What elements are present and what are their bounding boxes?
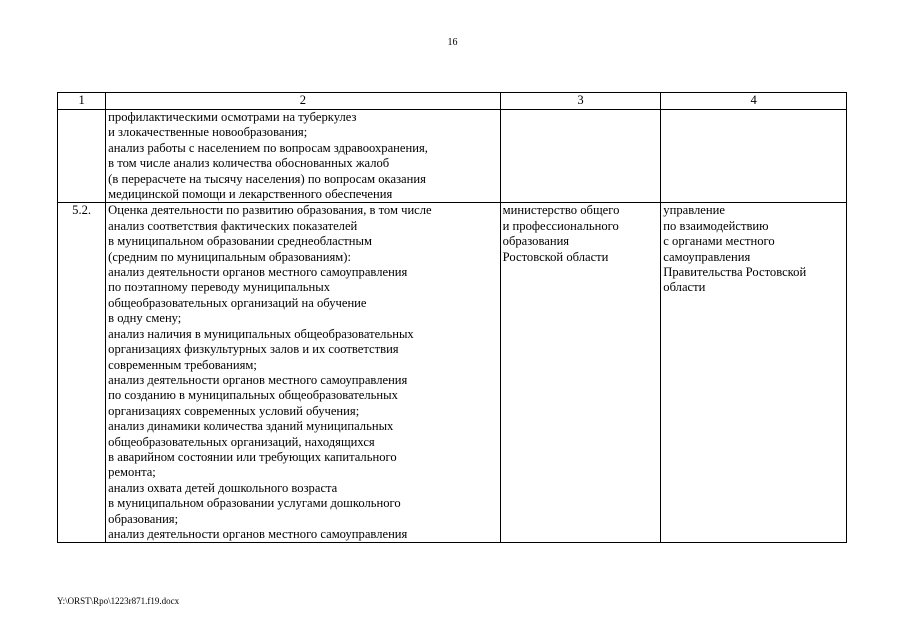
row-number-cell: 5.2.: [58, 203, 106, 543]
text-line: медицинской помощи и лекарственного обеспечения: [108, 187, 393, 202]
text-line: в том числе анализ количества обоснованных жалоб: [108, 156, 390, 171]
table-row-continuation: [58, 110, 847, 203]
text-line: по поэтапному переводу муниципальных: [108, 280, 331, 295]
text-line: организациях современных условий обучения;: [108, 403, 360, 418]
text-line: общеобразовательных организаций, находящихся: [108, 434, 375, 449]
column-header-4: 4: [661, 93, 847, 110]
column-header-2: 2: [106, 93, 501, 110]
row-number-cell: [58, 110, 106, 203]
text-line: анализ охвата детей дошкольного возраста: [108, 480, 338, 495]
table-row-5-2: [58, 203, 847, 543]
text-line: самоуправления: [663, 249, 751, 264]
text-line: Правительства Ростовской: [663, 265, 807, 280]
text-line: анализ динамики количества зданий муниципальных: [108, 419, 394, 434]
text-line: анализ работы с населением по вопросам здравоохранения,: [108, 140, 428, 155]
description-cell: [106, 110, 501, 203]
coordinating-body-cell: [661, 203, 847, 543]
table-header-row: [58, 93, 847, 110]
responsible-body-cell: [500, 203, 661, 543]
text-line: в муниципальном образовании услугами дошкольного: [108, 496, 401, 511]
text-line: области: [663, 280, 706, 295]
text-line: анализ соответствия фактических показателей: [108, 218, 358, 233]
text-line: в одну смену;: [108, 311, 182, 326]
text-line: и профессионального: [502, 218, 619, 233]
text-line: (в перерасчете на тысячу населения) по вопросам оказания: [108, 171, 426, 186]
text-line: (средним по муниципальным образованиям):: [108, 249, 351, 264]
responsible-body-cell: [500, 110, 661, 203]
text-line: управление: [663, 203, 725, 218]
text-line: по созданию в муниципальных общеобразовательных: [108, 388, 398, 403]
text-line: ремонта;: [108, 465, 156, 480]
text-line: образования: [502, 234, 570, 249]
text-line: анализ деятельности органов местного самоуправления: [108, 372, 408, 387]
page-number: 16: [447, 37, 458, 48]
text-line: общеобразовательных организаций на обучение: [108, 295, 367, 310]
text-line: Оценка деятельности по развитию образования, в том числе: [108, 203, 432, 218]
coordinating-body-cell: [661, 110, 847, 203]
text-line: с органами местного: [663, 234, 775, 249]
text-line: профилактическими осмотрами на туберкулез: [108, 110, 357, 124]
text-line: и злокачественные новообразования;: [108, 125, 308, 140]
text-line: в муниципальном образовании среднеобластным: [108, 234, 372, 249]
text-line: анализ наличия в муниципальных общеобразовательных: [108, 326, 414, 341]
description-cell: [106, 203, 501, 543]
document-table: [57, 92, 847, 543]
column-header-1: 1: [58, 93, 106, 110]
text-line: организациях физкультурных залов и их соответствия: [108, 342, 399, 357]
text-line: анализ деятельности органов местного самоуправления: [108, 526, 408, 541]
text-line: образования;: [108, 511, 179, 526]
text-line: анализ деятельности органов местного самоуправления: [108, 265, 408, 280]
text-line: по взаимодействию: [663, 218, 769, 233]
text-line: современным требованиям;: [108, 357, 257, 372]
text-line: в аварийном состоянии или требующих капитального: [108, 449, 397, 464]
column-header-3: 3: [500, 93, 661, 110]
text-line: министерство общего: [502, 203, 620, 218]
footer-file-path: Y:\ORST\Rpo\1223r871.f19.docx: [57, 596, 180, 606]
text-line: Ростовской области: [502, 249, 609, 264]
